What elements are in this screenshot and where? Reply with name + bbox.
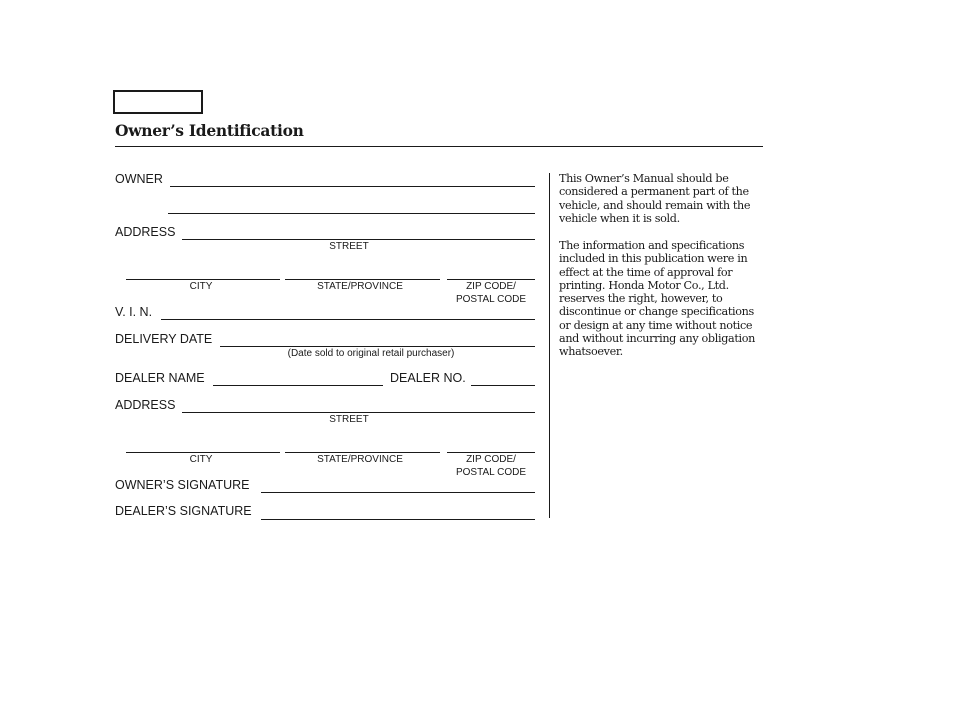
dealer-zip-caption xyxy=(441,453,541,479)
owner-address-label: ADDRESS xyxy=(115,225,176,239)
vin-field[interactable] xyxy=(161,319,535,320)
delivery-date-label: DELIVERY DATE xyxy=(115,332,213,346)
delivery-date-caption: (Date sold to original retail purchaser) xyxy=(287,348,455,359)
dealer-signature-label: DEALER’S SIGNATURE xyxy=(115,504,252,518)
page-title: Owner’s Identification xyxy=(115,121,304,140)
dealer-address-label: ADDRESS xyxy=(115,398,176,412)
dealer-street-caption: STREET xyxy=(329,414,369,425)
dealer-name-field[interactable] xyxy=(213,385,383,386)
vin-label: V. I. N. xyxy=(115,305,153,319)
dealer-no-label: DEALER NO. xyxy=(390,371,466,385)
dealer-zip-caption-line2: POSTAL CODE xyxy=(455,467,526,478)
owner-field[interactable] xyxy=(170,186,535,187)
owner-label: OWNER xyxy=(115,172,163,186)
owner-signature-field[interactable] xyxy=(261,492,535,493)
owner-city-caption: CITY xyxy=(189,281,213,292)
owner-zip-caption-line1: ZIP CODE/ xyxy=(466,281,516,292)
dealer-state-caption: STATE/PROVINCE xyxy=(317,454,403,465)
column-divider xyxy=(549,173,550,518)
disclaimer-paragraph: The information and specifications included in this publication were in effect at the time of approval for printing. Honda Motor Co., Ltd. reserves the right, however, to discontinue or change specifications or design at any time without notice and without incurring any obligation whatsoever. xyxy=(559,239,755,359)
title-divider xyxy=(115,146,763,147)
dealer-city-caption: CITY xyxy=(189,454,213,465)
owner-zip-caption xyxy=(441,280,541,306)
dealer-no-field[interactable] xyxy=(471,385,535,386)
dealer-signature-field[interactable] xyxy=(261,519,535,520)
owner-zip-caption-line2: POSTAL CODE xyxy=(455,294,526,305)
manual-note-paragraph: This Owner’s Manual should be considered a permanent part of the vehicle, and should remain with the vehicle when it is sold. xyxy=(559,172,751,225)
section-tab-box xyxy=(113,90,203,114)
dealer-zip-caption-line1: ZIP CODE/ xyxy=(466,454,516,465)
owner-field-line2[interactable] xyxy=(168,213,535,214)
owner-state-caption: STATE/PROVINCE xyxy=(317,281,403,292)
owner-signature-label: OWNER’S SIGNATURE xyxy=(115,478,250,492)
dealer-name-label: DEALER NAME xyxy=(115,371,205,385)
owner-street-caption: STREET xyxy=(329,241,369,252)
